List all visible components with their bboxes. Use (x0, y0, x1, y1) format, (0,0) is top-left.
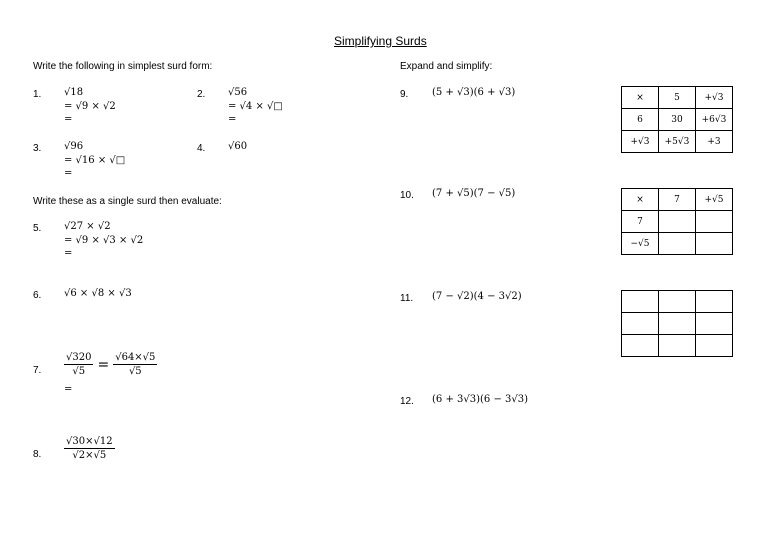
grid-cell[interactable]: × (622, 87, 659, 109)
grid-cell[interactable]: × (622, 189, 659, 211)
q5-line-1: √27 × √2 (64, 221, 111, 232)
q5-line-3: = (64, 248, 73, 259)
q10-multiplication-grid (621, 188, 733, 255)
q7-fraction-1-denominator: √5 (72, 366, 86, 377)
grid-cell[interactable] (659, 211, 696, 233)
grid-cell[interactable]: −√5 (622, 233, 659, 255)
grid-cell[interactable]: +√3 (696, 87, 733, 109)
grid-cell[interactable]: +√5 (696, 189, 733, 211)
question-number: 8. (33, 449, 42, 460)
grid-cell[interactable] (659, 233, 696, 255)
q10-expression: (7 + √5)(7 − √5) (432, 188, 516, 199)
question-number: 2. (197, 89, 206, 100)
question-number: 4. (197, 143, 206, 154)
q8-denominator: √2×√5 (72, 450, 107, 461)
page-title: Simplifying Surds (334, 34, 427, 48)
q2-line-2: = √4 × √□ (228, 101, 283, 112)
q9-expression: (5 + √3)(6 + √3) (432, 87, 516, 98)
question-number: 11. (400, 293, 414, 304)
q1-line-1: √18 (64, 87, 84, 98)
grid-cell[interactable]: 5 (659, 87, 696, 109)
q7-fraction-2-numerator: √64×√5 (115, 352, 156, 363)
question-number: 6. (33, 290, 42, 301)
single-surd-heading: Write these as a single surd then evaluate: (33, 196, 222, 207)
question-number: 12. (400, 396, 414, 407)
question-number: 5. (33, 223, 42, 234)
grid-cell[interactable]: +6√3 (696, 109, 733, 131)
grid-cell[interactable]: +√3 (622, 131, 659, 153)
q7-fraction-2 (113, 352, 157, 377)
grid-cell[interactable]: 6 (622, 109, 659, 131)
q7-line-3: = (64, 384, 73, 395)
question-number: 3. (33, 143, 42, 154)
grid-cell[interactable] (696, 291, 733, 313)
q7-equals: = (97, 356, 110, 373)
grid-cell[interactable] (696, 211, 733, 233)
grid-cell[interactable]: +3 (696, 131, 733, 153)
question-number: 7. (33, 365, 42, 376)
grid-cell[interactable] (696, 313, 733, 335)
q8-expression (64, 436, 115, 461)
right-heading: Expand and simplify: (400, 61, 493, 72)
q1-line-3: = (64, 114, 73, 125)
q3-line-1: √96 (64, 141, 84, 152)
q3-line-2: = √16 × √□ (64, 155, 126, 166)
question-number: 1. (33, 89, 42, 100)
grid-cell[interactable] (622, 335, 659, 357)
q6-expression: √6 × √8 × √3 (64, 288, 132, 299)
q4-line-1: √60 (228, 141, 248, 152)
grid-cell[interactable] (696, 233, 733, 255)
q7-expression (64, 352, 157, 377)
grid-cell[interactable]: 30 (659, 109, 696, 131)
grid-cell[interactable] (659, 313, 696, 335)
grid-cell[interactable] (696, 335, 733, 357)
grid-cell[interactable] (622, 313, 659, 335)
question-number: 10. (400, 190, 414, 201)
grid-cell[interactable]: 7 (622, 211, 659, 233)
grid-cell[interactable] (622, 291, 659, 313)
q7-fraction-2-denominator: √5 (128, 366, 142, 377)
q8-fraction (64, 436, 115, 461)
q12-expression: (6 + 3√3)(6 − 3√3) (432, 394, 528, 405)
q11-multiplication-grid (621, 290, 733, 357)
q8-numerator: √30×√12 (66, 436, 113, 447)
grid-cell[interactable] (659, 335, 696, 357)
q7-fraction-1 (64, 352, 93, 377)
q2-line-1: √56 (228, 87, 248, 98)
q2-line-3: = (228, 114, 237, 125)
grid-cell[interactable] (659, 291, 696, 313)
left-heading: Write the following in simplest surd form: (33, 61, 213, 72)
q3-line-3: = (64, 168, 73, 179)
grid-cell[interactable]: 7 (659, 189, 696, 211)
question-number: 9. (400, 89, 409, 100)
q7-fraction-1-numerator: √320 (66, 352, 92, 363)
q5-line-2: = √9 × √3 × √2 (64, 235, 144, 246)
q1-line-2: = √9 × √2 (64, 101, 116, 112)
q9-multiplication-grid (621, 86, 733, 153)
q11-expression: (7 − √2)(4 − 3√2) (432, 291, 522, 302)
grid-cell[interactable]: +5√3 (659, 131, 696, 153)
